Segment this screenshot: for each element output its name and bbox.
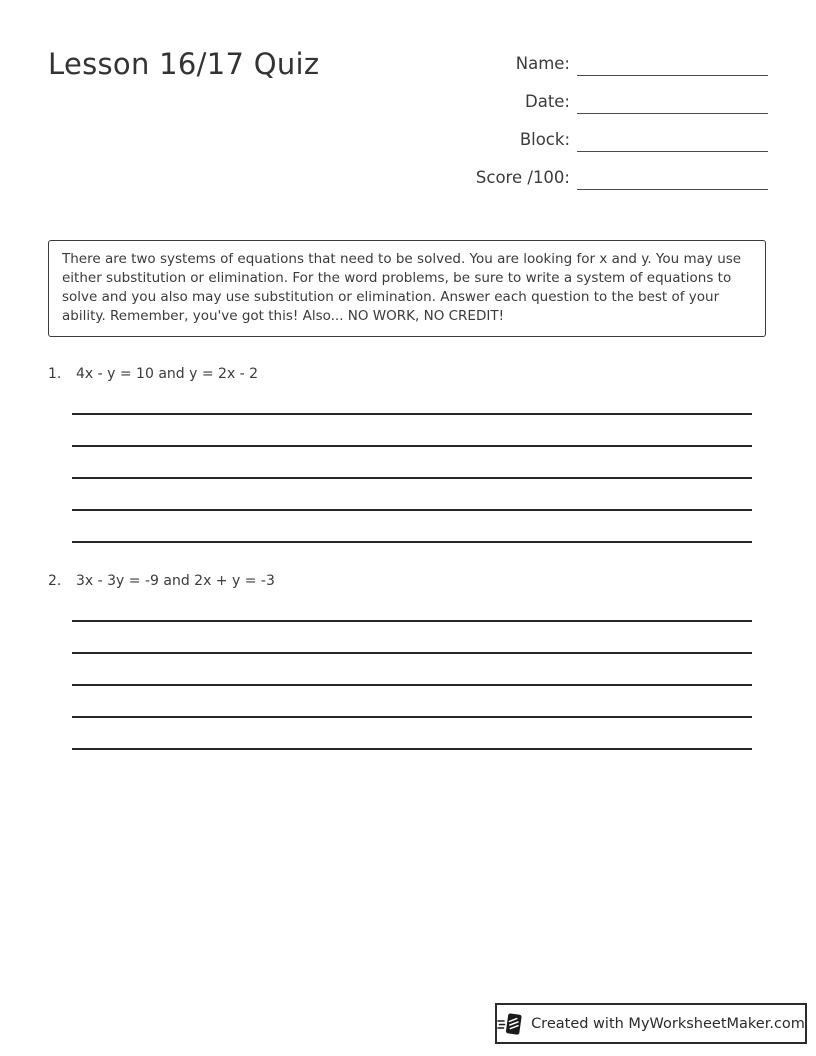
question-2 <box>48 573 768 780</box>
block-field-row <box>476 126 768 152</box>
footer-credit-text: Created with MyWorksheetMaker.com <box>531 1015 805 1032</box>
answer-line <box>72 748 752 750</box>
date-blank-line <box>577 88 768 114</box>
answer-line <box>72 477 752 479</box>
answer-line <box>72 716 752 718</box>
question-1-answer-lines <box>72 413 768 543</box>
date-field-row <box>476 88 768 114</box>
question-1-equation: 4x - y = 10 and y = 2x - 2 <box>76 366 259 382</box>
header-fields <box>476 50 768 190</box>
date-label: Date: <box>525 91 570 111</box>
answer-line <box>72 445 752 447</box>
score-label: Score /100: <box>475 167 570 187</box>
answer-line <box>72 509 752 511</box>
answer-line <box>72 620 752 622</box>
question-2-equation: 3x - 3y = -9 and 2x + y = -3 <box>76 573 275 589</box>
name-label: Name: <box>515 53 570 73</box>
answer-line <box>72 652 752 654</box>
name-blank-line <box>577 50 768 76</box>
question-2-number: 2. <box>48 573 62 589</box>
block-blank-line <box>577 126 768 152</box>
footer-credit-box <box>495 1003 807 1044</box>
name-field-row <box>476 50 768 76</box>
question-1-text <box>48 366 768 383</box>
question-1-number: 1. <box>48 366 62 382</box>
question-1 <box>48 366 768 573</box>
page-title: Lesson 16/17 Quiz <box>48 47 320 81</box>
worksheet-maker-logo-icon <box>497 1011 523 1037</box>
answer-line <box>72 541 752 543</box>
block-label: Block: <box>519 129 570 149</box>
answer-line <box>72 684 752 686</box>
instructions-box: There are two systems of equations that need to be solved. You are looking for x and y. You may use either substitution or elimination. For the word problems, be sure to write a system of equations to solve and you also may use substitution or elimination. Answer each question to the best of your ability. Remember, you've got this! Also... NO WORK, NO CREDIT! <box>48 240 766 337</box>
question-2-text <box>48 573 768 590</box>
score-blank-line <box>577 164 768 190</box>
score-field-row <box>476 164 768 190</box>
question-2-answer-lines <box>72 620 768 750</box>
answer-line <box>72 413 752 415</box>
